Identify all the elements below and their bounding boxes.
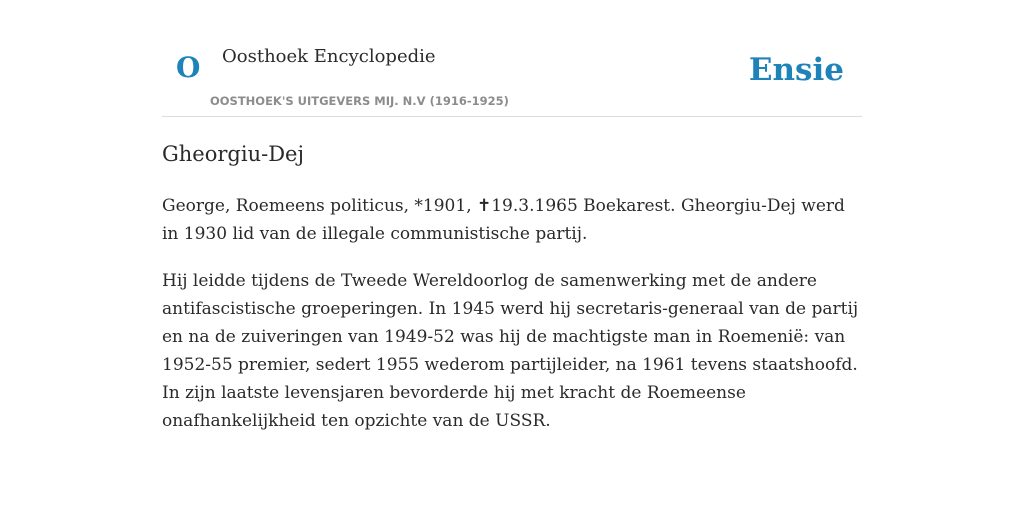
article-title: Gheorgiu-Dej xyxy=(162,142,304,166)
publisher-label: OOSTHOEK'S UITGEVERS MIJ. N.V (1916-1925) xyxy=(210,94,509,108)
article-paragraph: George, Roemeens politicus, *1901, ✝19.3.1965 Boekarest. Gheorgiu-Dej werd in 1930 lid van de illegale communistische partij. xyxy=(162,196,845,244)
article-paragraph: Hij leidde tijdens de Tweede Wereldoorlog de samenwerking met de andere antifascistische groeperingen. In 1945 werd hij secretaris-generaal van de partij en na de zuiveringen van 1949-52 was hij de machtigste man in Roemenië: van 1952-55 premier, sedert 1955 wederom partijleider, na 1961 tevens staatshoofd. In zijn laatste levensjaren bevorderde hij met kracht de Roemeense onafhankelijkheid ten opzichte van de USSR. xyxy=(162,271,859,431)
logo-icon[interactable]: O xyxy=(176,51,201,84)
brand-logo[interactable]: Ensie xyxy=(748,52,844,88)
site-header xyxy=(162,0,862,117)
site-name[interactable]: Oosthoek Encyclopedie xyxy=(222,46,436,67)
article xyxy=(162,138,862,435)
